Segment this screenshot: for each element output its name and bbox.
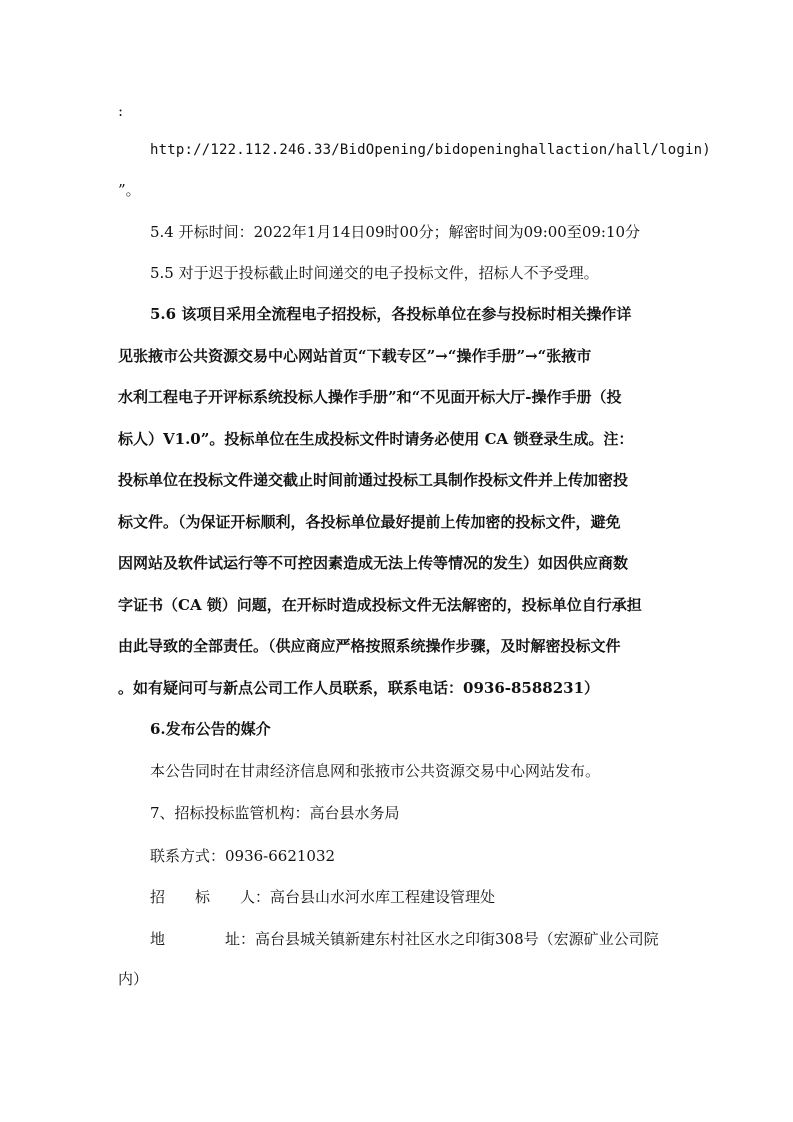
contact-phone: 联系方式：0936-6621032: [150, 847, 336, 865]
address-label-char: 地: [150, 930, 166, 948]
url-closing-quote: ”。: [118, 181, 141, 199]
item-5-4-opening-time: 5.4 开标时间：2022年1月14日09时00分；解密时间为09:00至09:10分: [150, 223, 641, 241]
address-tail: 内）: [118, 970, 149, 988]
item-5-6-line: 见张掖市公共资源交易中心网站首页“下载专区”→“操作手册”→“张掖市: [118, 347, 592, 365]
item-5-6-line: 由此导致的全部责任。（供应商应严格按照系统操作步骤，及时解密投标文件: [118, 637, 621, 655]
tenderer-line: [150, 886, 678, 908]
item-5-6-line: 因网站及软件试运行等不可控因素造成无法上传等情况的发生）如因供应商数: [118, 554, 629, 572]
item-5-6-line: 字证书（CA 锁）问题，在开标时造成投标文件无法解密的，投标单位自行承担: [118, 596, 642, 614]
item-5-6-line: 水利工程电子开评标系统投标人操作手册”和“不见面开标大厅-操作手册（投: [118, 388, 622, 406]
item-5-6-line: 投标单位在投标文件递交截止时间前通过投标工具制作投标文件并上传加密投: [118, 471, 629, 489]
section-6-body: 本公告同时在甘肃经济信息网和张掖市公共资源交易中心网站发布。: [150, 762, 601, 780]
section-7-supervisor: 7、招标投标监管机构：高台县水务局: [150, 804, 400, 822]
tenderer-label-char: 标: [195, 888, 211, 906]
item-5-5-late-submission: 5.5 对于迟于投标截止时间递交的电子投标文件，招标人不予受理。: [150, 264, 599, 282]
item-5-6-line: 5.6 该项目采用全流程电子招投标，各投标单位在参与投标时相关操作详: [150, 305, 632, 323]
tenderer-label-char: 招: [150, 888, 166, 906]
section-6-title: 6.发布公告的媒介: [150, 720, 271, 738]
item-5-6-line: 标人）V1.0”。投标单位在生成投标文件时请务必使用 CA 锁登录生成。注：: [118, 430, 634, 448]
item-5-6-line: 标文件。（为保证开标顺利，各投标单位最好提前上传加密的投标文件，避免: [118, 513, 621, 531]
address-value: 址：高台县城关镇新建东村社区水之印街308号（宏源矿业公司院: [225, 930, 659, 948]
tenderer-value: 人：高台县山水河水库工程建设管理处: [240, 888, 496, 906]
colon-line: :: [118, 102, 124, 120]
address-line: [150, 928, 678, 950]
item-5-6-line: 。如有疑问可与新点公司工作人员联系，联系电话：0936-8588231）: [118, 679, 600, 697]
bid-opening-url: http://122.112.246.33/BidOpening/bidopeninghallaction/hall/login): [150, 142, 711, 158]
